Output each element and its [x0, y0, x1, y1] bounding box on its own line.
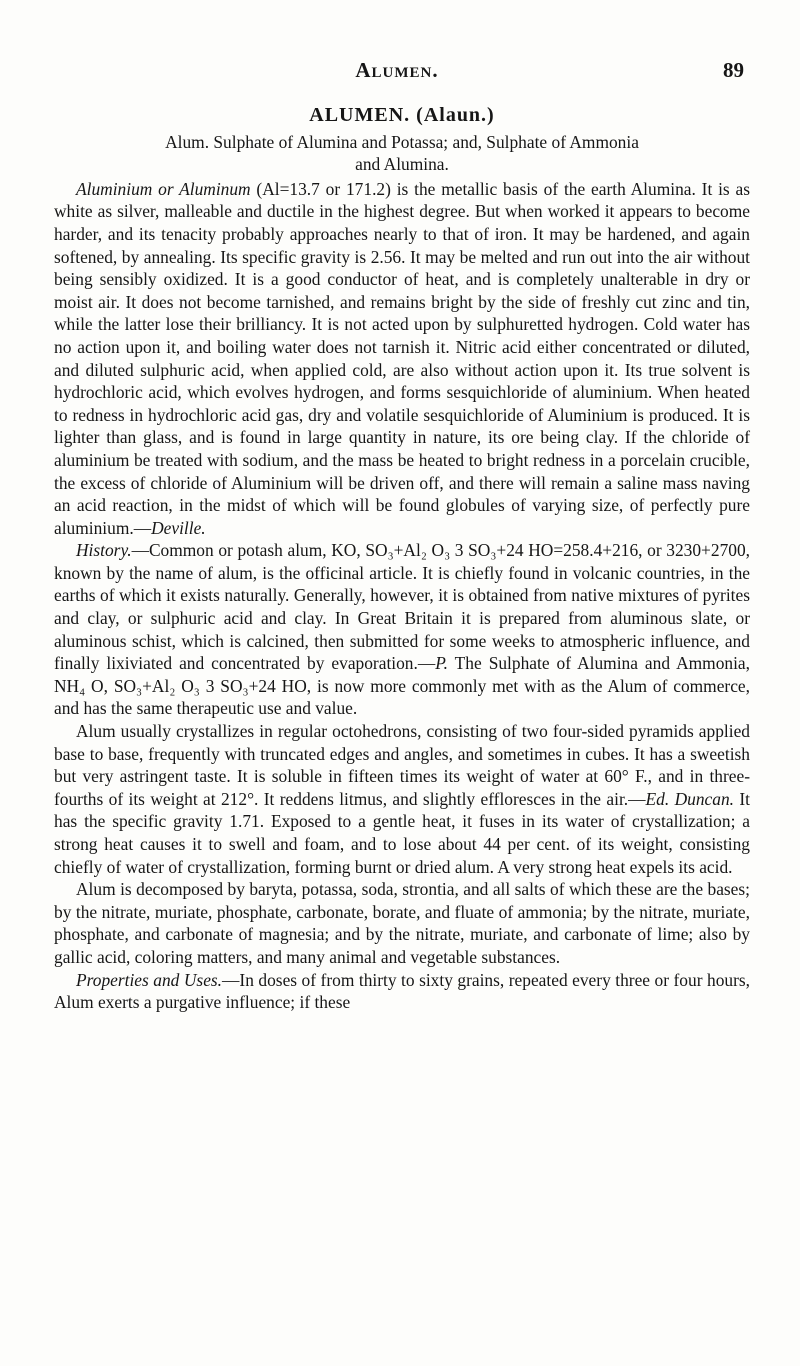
citation: P.	[435, 653, 448, 674]
paragraph-text: Alum usually crystallizes in regular octohedrons, consisting of two four-sided pyramids applied base to base, frequently with truncated edges and angles, and sometimes in cubes. It has a sweetish but very astringent taste. It is soluble in fifteen times its weight of water at 60° F., and in three-fourths of its weight at 212°. It reddens litmus, and slightly effloresces in the air.—	[54, 721, 750, 809]
synonyms-line	[54, 131, 750, 176]
citation: Deville.	[151, 517, 206, 538]
paragraph-text-continued: The Sulphate of Alumina and Ammonia, NH₄ O, SO₃+Al₂ O₃ 3 SO₃+24 HO, is now more commonly met with as the Alum of commerce, and has the same therapeutic use and value.	[54, 653, 750, 719]
entry-heading: ALUMEN. (Alaun.)	[309, 104, 495, 126]
paragraph-history	[54, 539, 750, 720]
paragraph-text: (Al=13.7 or 171.2) is the metallic basis of the earth Alumina. It is as white as silver, malleable and ductile in the highest degree. But when worked it appears to become harder, and its tenacity probably approaches nearly to that of iron. It may be hardened, and again softened, by annealing. Its specific gravity is 2.56. It may be melted and run out into the air without being sensibly oxidized. It is a good conductor of heat, and is completely unalterable in dry or moist air. It does not become tarnished, and remains bright by the side of freshly cut zinc and tin, while the latter lose their brilliancy. It is not acted upon by sulphuretted hydrogen. Cold water has no action upon it, and boiling water does not tarnish it. Nitric acid either concentrated or diluted, and diluted sulphuric acid, when applied cold, are also without action upon it. Its true solvent is hydrochloric acid, which evolves hydrogen, and forms sesquichloride of aluminium. When heated to redness in hydrochloric acid gas, dry and volatile sesquichloride of Aluminium is produced. It is lighter than glass, and is found in large quantity in nature, its ore being clay. If the chloride of aluminium be treated with sodium, and the mass be heated to bright redness in a porcelain crucible, the excess of chloride of Aluminium will be driven off, and there will remain a saline mass naving an acid reaction, in the midst of which will be found globules of varying size, of perfectly pure aluminium.—	[54, 178, 751, 538]
paragraph-crystallization	[54, 720, 750, 878]
page-number: 89	[723, 58, 744, 82]
synonyms-text-1: Alum. Sulphate of Alumina and Potassa; and, Sulphate of Ammonia	[165, 131, 639, 152]
paragraph-aluminium	[54, 178, 750, 540]
paragraph-lead: Properties and Uses.	[76, 969, 223, 990]
paragraph-decomposition	[54, 878, 750, 968]
paragraph-text-continued: It has the specific gravity 1.71. Exposed to a gentle heat, it fuses in its water of crystallization; a strong heat causes it to swell and foam, and to lose about 44 per cent. of its weight, consisting chiefly of water of crystallization, forming burnt or dried alum. A very strong heat expels its acid.	[54, 788, 751, 877]
paragraph-text: Alum is decomposed by baryta, potassa, soda, strontia, and all salts of which these are the bases; by the nitrate, muriate, phosphate, carbonate, borate, and fluate of ammonia; by the nitrate, muriate, phosphate, and carbonate of magnesia; and by the nitrate, muriate, and carbonate of lime; also by gallic acid, coloring matters, and many animal and vegetable substances.	[54, 879, 750, 967]
synonyms-text-2: and Alumina.	[355, 154, 449, 175]
paragraph-lead: Aluminium or Aluminum	[76, 178, 251, 199]
paragraph-properties	[54, 969, 750, 1014]
running-title: Alumen.	[355, 58, 439, 82]
citation: Ed. Duncan.	[645, 788, 734, 809]
paragraph-text: —Common or potash alum, KO, SO₃+Al₂ O₃ 3 SO₃+24 HO=258.4+216, or 3230+2700, known by the name of alum, is the officinal article. It is chiefly found in volcanic countries, in the earths of which it exists naturally. Generally, however, it is obtained from native mixtures of pyrites and clay, or sulphuric acid and clay. In Great Britain it is prepared from aluminous slate, or aluminous schist, which is calcined, then submitted for some weeks to atmospheric influence, and finally lixiviated and concentrated by evaporation.—	[54, 540, 750, 674]
paragraph-lead: History.	[76, 540, 132, 561]
body-text	[54, 104, 750, 1014]
running-head	[50, 58, 744, 88]
paragraph-text: —In doses of from thirty to sixty grains, repeated every three or four hours, Alum exerts a purgative influence; if these	[54, 969, 750, 1013]
